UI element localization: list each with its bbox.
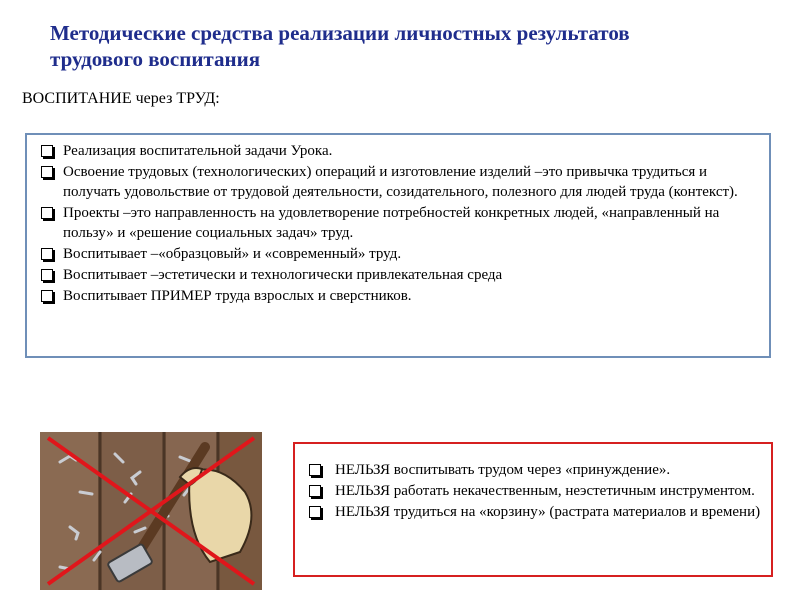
checkbox-icon — [41, 290, 53, 302]
list-item-text: Воспитывает –«образцовый» и «современный» труд. — [63, 246, 402, 262]
methods-box — [25, 133, 771, 358]
list-item — [37, 286, 759, 306]
list-item-text: Воспитывает ПРИМЕР труда взрослых и сверстников. — [63, 288, 412, 304]
prohibitions-box — [293, 442, 773, 577]
list-item — [305, 460, 761, 480]
list-item — [37, 162, 759, 202]
checkbox-icon — [309, 464, 321, 476]
list-item — [305, 481, 761, 501]
list-item-text: Реализация воспитательной задачи Урока. — [63, 143, 333, 159]
list-item-text: Освоение трудовых (технологических) операций и изготовление изделий –это привычка трудиться и получать удовольствие от трудовой деятельности, созидательного, полезного для людей труда (контекст). — [63, 164, 738, 200]
hammer-nails-crossed-out-icon — [40, 432, 262, 590]
checkbox-icon — [309, 485, 321, 497]
checkbox-icon — [309, 506, 321, 518]
list-item-text: НЕЛЬЗЯ воспитывать трудом через «принуждение». — [335, 462, 671, 478]
list-item — [37, 265, 759, 285]
list-item — [37, 203, 759, 243]
checkbox-icon — [41, 269, 53, 281]
list-item — [305, 502, 761, 522]
checkbox-icon — [41, 207, 53, 219]
checkbox-icon — [41, 248, 53, 260]
list-item — [37, 244, 759, 264]
section-subtitle: ВОСПИТАНИЕ через ТРУД: — [22, 90, 220, 107]
checkbox-icon — [41, 145, 53, 157]
checkbox-icon — [41, 166, 53, 178]
list-item-text: Воспитывает –эстетически и технологически привлекательная среда — [63, 267, 503, 283]
prohibitions-list — [305, 460, 761, 522]
list-item-text: НЕЛЬЗЯ работать некачественным, неэстетичным инструментом. — [335, 483, 755, 499]
list-item-text: Проекты –это направленность на удовлетворение потребностей конкретных людей, «направленный на пользу» и «решение социальных задач» труд. — [63, 205, 720, 241]
slide-title-line-2: трудового воспитания — [50, 47, 261, 71]
slide-title-line-1: Методические средства реализации личностных результатов — [50, 21, 630, 45]
slide-title — [50, 20, 750, 72]
list-item-text: НЕЛЬЗЯ трудиться на «корзину» (растрата материалов и времени) — [335, 504, 761, 520]
list-item — [37, 141, 759, 161]
methods-list — [37, 141, 759, 306]
